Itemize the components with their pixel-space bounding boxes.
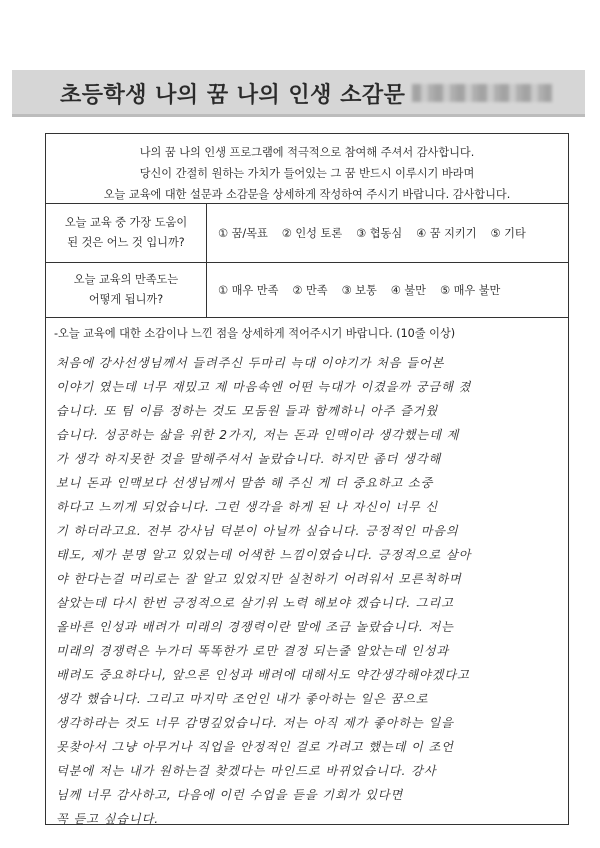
q2-option-2[interactable]: ② 만족 [292,283,328,297]
response-line: 보니 돈과 인맥보다 선생님께서 말씀 해 주신 게 더 중요하고 소중 [56,476,434,490]
question-2-cell [46,262,207,317]
response-line: 습니다. 성공하는 삶을 위한 2가지, 저는 돈과 인맥이라 생각했는데 제 [56,428,460,442]
response-line: 기 하더라고요. 전부 강사님 덕분이 아닐까 싶습니다. 긍정적인 마음의 [56,524,459,538]
q1-option-5[interactable]: ⑤ 기타 [490,227,526,240]
intro-line-2: 당신이 간절히 원하는 가치가 들어있는 그 꿈 반드시 이루시기 바라며 [139,167,475,180]
question-2-options [218,262,500,317]
question-1-row [46,204,568,263]
response-line: 습니다. 또 팀 이름 정하는 것도 모둠원 들과 함께하니 아주 즐거웠 [56,404,439,418]
response-line: 미래의 경쟁력은 누가더 똑똑한가 로만 결정 되는줄 알았는데 인성과 [56,644,450,658]
response-line: 덕분에 저는 내가 원하는걸 찾겠다는 마인드로 바뀌었습니다. 강사 [56,764,437,778]
question-1-line-2: 된 것은 어느 것 입니까? [67,236,185,249]
q1-option-3[interactable]: ③ 협동심 [356,227,403,240]
intro-line-1: 나의 꿈 나의 인생 프로그램에 적극적으로 참여해 주셔서 감사합니다. [139,146,475,159]
response-line: 올바른 인성과 배려가 미래의 경쟁력이란 말에 조금 놀랐습니다. 저는 [56,620,454,634]
q1-option-2[interactable]: ② 인성 토론 [281,227,343,240]
q2-option-5[interactable]: ⑤ 매우 불만 [439,283,501,297]
response-line: 태도, 제가 분명 알고 있었는데 어색한 느낌이였습니다. 긍정적으로 살아 [56,548,472,562]
question-1-cell [46,204,207,262]
response-line: 못찾아서 그냥 아무거나 직업을 안정적인 걸로 가려고 했는데 이 조언 [56,740,454,754]
response-line: 야 한다는걸 머리로는 잘 알고 있었지만 실천하기 어려워서 모른척하며 [56,572,462,586]
response-line: 하다고 느끼게 되었습니다. 그런 생각을 하게 된 나 자신이 너무 신 [56,500,439,514]
q1-option-4[interactable]: ④ 꿈 지키기 [416,227,477,240]
question-1-line-1: 오늘 교육 중 가장 도움이 [64,216,188,229]
response-line: 처음에 강사선생님께서 들려주신 두마리 늑대 이야기가 처음 들어본 [56,356,445,370]
q1-option-1[interactable]: ① 꿈/목표 [218,227,268,240]
survey-form [45,133,569,825]
response-line: 가 생각 하지못한 것을 말해주셔서 놀랐습니다. 하지만 좀더 생각해 [56,452,442,466]
q2-option-4[interactable]: ④ 불만 [390,283,426,297]
response-line: 배려도 중요하다니, 앞으론 인성과 배려에 대해서도 약간생각해야겠다고 [56,668,470,682]
response-line: 생각하라는 것도 너무 감명깊었습니다. 저는 아직 제가 좋아하는 일을 [56,716,454,730]
question-2-line-1: 오늘 교육의 만족도는 [73,272,179,286]
question-2-row [46,262,568,318]
question-2-line-2: 어떻게 됩니까? [88,292,164,306]
q2-option-1[interactable]: ① 매우 만족 [218,283,279,297]
intro-box [46,134,568,204]
response-line: 님께 너무 감사하고, 다음에 이런 수업을 듣을 기회가 있다면 [56,788,404,802]
question-1-options [218,204,526,262]
response-line: 생각 했습니다. 그리고 마지막 조언인 내가 좋아하는 일은 꿈으로 [56,692,429,706]
response-line: 이야기 였는데 너무 재밌고 제 마음속엔 어떤 늑대가 이겼을까 궁금해 졌 [56,380,472,394]
q2-option-3[interactable]: ③ 보통 [341,283,377,297]
response-line: 살았는데 다시 한번 긍정적으로 살기위 노력 해보야 겠습니다. 그리고 [56,596,454,610]
writing-prompt: -오늘 교육에 대한 소감이나 느낀 점을 상세하게 적어주시기 바랍니다. (10줄 이상) [54,327,456,340]
response-line: 꼭 듣고 싶습니다. [56,812,160,826]
intro-line-3: 오늘 교육에 대한 설문과 소감문을 상세하게 작성하여 주시기 바랍니다. 감사합니다. [103,188,511,201]
redacted-name [412,84,552,102]
title-bar [12,70,585,117]
page-title: 초등학생 나의 꿈 나의 인생 소감문 [60,83,406,108]
